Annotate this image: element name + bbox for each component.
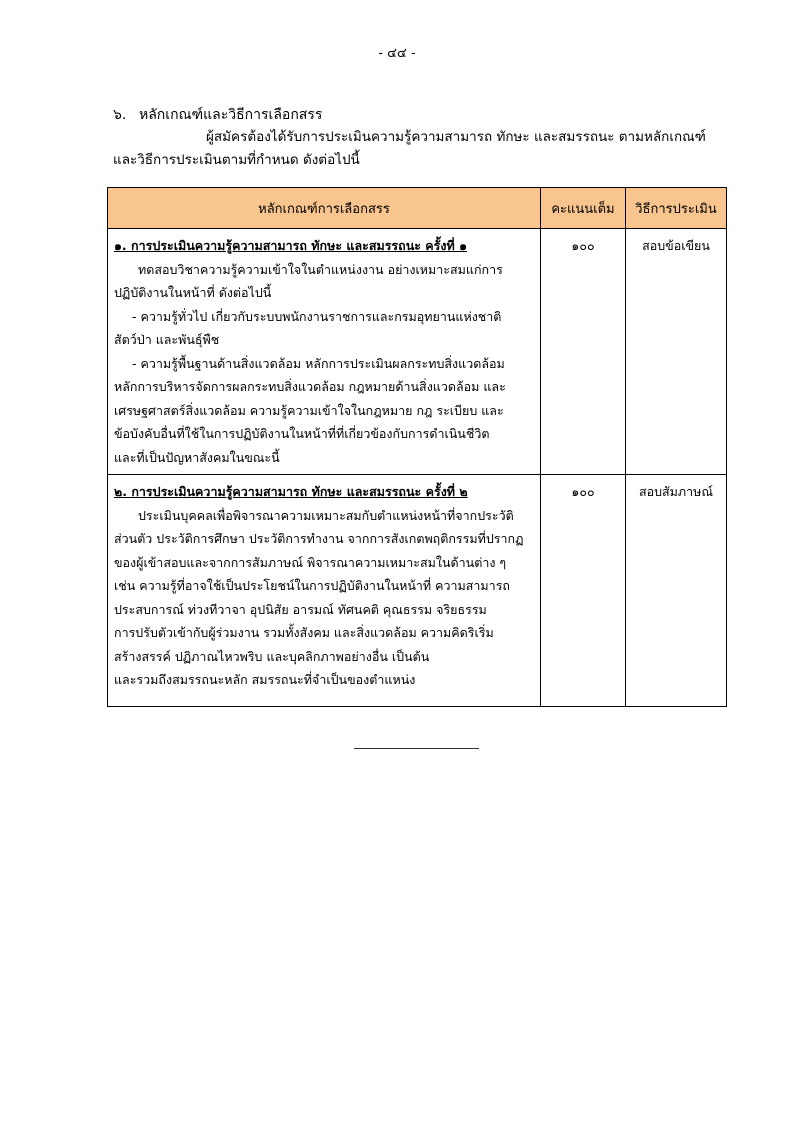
page-number: - ๔๔ - — [378, 46, 416, 61]
table-row — [108, 229, 727, 475]
criteria-title: ๑. การประเมินความรู้ความสามารถ ทักษะ และสมรรถนะ ครั้งที่ ๑ — [114, 238, 468, 253]
criteria-line: ส่วนตัว ประวัติการศึกษา ประวัติการทำงาน จากการสังเกตพฤติกรรมที่ปรากฏ — [114, 531, 524, 546]
criteria-line: ปฏิบัติงานในหน้าที่ ดังต่อไปนี้ — [114, 285, 272, 300]
criteria-line: ประสบการณ์ ท่วงทีวาจา อุปนิสัย อารมณ์ ทัศนคติ คุณธรรม จริยธรรม — [114, 601, 487, 617]
end-divider — [354, 748, 479, 749]
criteria-line: และรวมถึงสมรรถนะหลัก สมรรถนะที่จำเป็นของตำแหน่ง — [114, 672, 416, 687]
criteria-line: สร้างสรรค์ ปฏิภาณไหวพริบ และบุคลิกภาพอย่างอื่น เป็นต้น — [114, 648, 430, 664]
criteria-line: และที่เป็นปัญหาสังคมในขณะนี้ — [114, 449, 280, 465]
section-number: ๖. — [113, 107, 127, 123]
intro-line-2: และวิธีการประเมินตามที่กำหนด ดังต่อไปนี้ — [113, 152, 360, 168]
section-intro — [113, 126, 713, 172]
criteria-line: ของผู้เข้าสอบและจากการสัมภาษณ์ พิจารณาความเหมาะสมในด้านต่าง ๆ — [114, 554, 507, 570]
criteria-line: ทดสอบวิชาความรู้ความเข้าใจในตำแหน่งงาน อย่างเหมาะสมแก่การ — [138, 261, 503, 277]
criteria-line: เช่น ความรู้ที่อาจใช้เป็นประโยชน์ในการปฏิบัติงานในหน้าที่ ความสามารถ — [114, 578, 510, 593]
criteria-title: ๒. การประเมินความรู้ความสามารถ ทักษะ และสมรรถนะ ครั้งที่ ๒ — [114, 484, 468, 499]
criteria-line: การปรับตัวเข้ากับผู้ร่วมงาน รวมทั้งสังคม และสิ่งแวดล้อม ความคิดริเริ่ม — [114, 625, 494, 640]
table-header-row — [108, 188, 727, 229]
header-criteria: หลักเกณฑ์การเลือกสรร — [108, 188, 541, 229]
criteria-line: สัตว์ป่า และพันธุ์พืช — [114, 332, 220, 347]
intro-line-1: ผู้สมัครต้องได้รับการประเมินความรู้ความสามารถ ทักษะ และสมรรถนะ ตามหลักเกณฑ์ — [206, 129, 706, 145]
header-full-score: คะแนนเต็ม — [541, 188, 626, 229]
method-cell: สอบข้อเขียน — [626, 229, 727, 475]
method-cell: สอบสัมภาษณ์ — [626, 475, 727, 707]
full-score-cell: ๑๐๐ — [541, 229, 626, 475]
criteria-line: ประเมินบุคคลเพื่อพิจารณาความเหมาะสมกับตำแหน่งหน้าที่จากประวัติ — [138, 507, 514, 523]
criteria-line: - ความรู้ทั่วไป เกี่ยวกับระบบพนักงานราชการและกรมอุทยานแห่งชาติ — [132, 308, 502, 324]
section-heading — [113, 104, 322, 126]
header-method: วิธีการประเมิน — [626, 188, 727, 229]
criteria-line: หลักการบริหารจัดการผลกระทบสิ่งแวดล้อม กฎหมายด้านสิ่งแวดล้อม และ — [114, 379, 506, 394]
section-title: หลักเกณฑ์และวิธีการเลือกสรร — [139, 107, 323, 123]
criteria-line: - ความรู้พื้นฐานด้านสิ่งแวดล้อม หลักการประเมินผลกระทบสิ่งแวดล้อม — [132, 355, 505, 371]
criteria-line: เศรษฐศาสตร์สิ่งแวดล้อม ความรู้ความเข้าใจในกฎหมาย กฎ ระเบียบ และ — [114, 402, 504, 418]
criteria-cell — [108, 475, 541, 707]
table-row — [108, 475, 727, 707]
criteria-line: ข้อบังคับอื่นที่ใช้ในการปฏิบัติงานในหน้าที่ที่เกี่ยวข้องกับการดำเนินชีวิต — [114, 426, 490, 441]
full-score-cell: ๑๐๐ — [541, 475, 626, 707]
criteria-cell — [108, 229, 541, 475]
selection-criteria-table — [107, 187, 727, 707]
